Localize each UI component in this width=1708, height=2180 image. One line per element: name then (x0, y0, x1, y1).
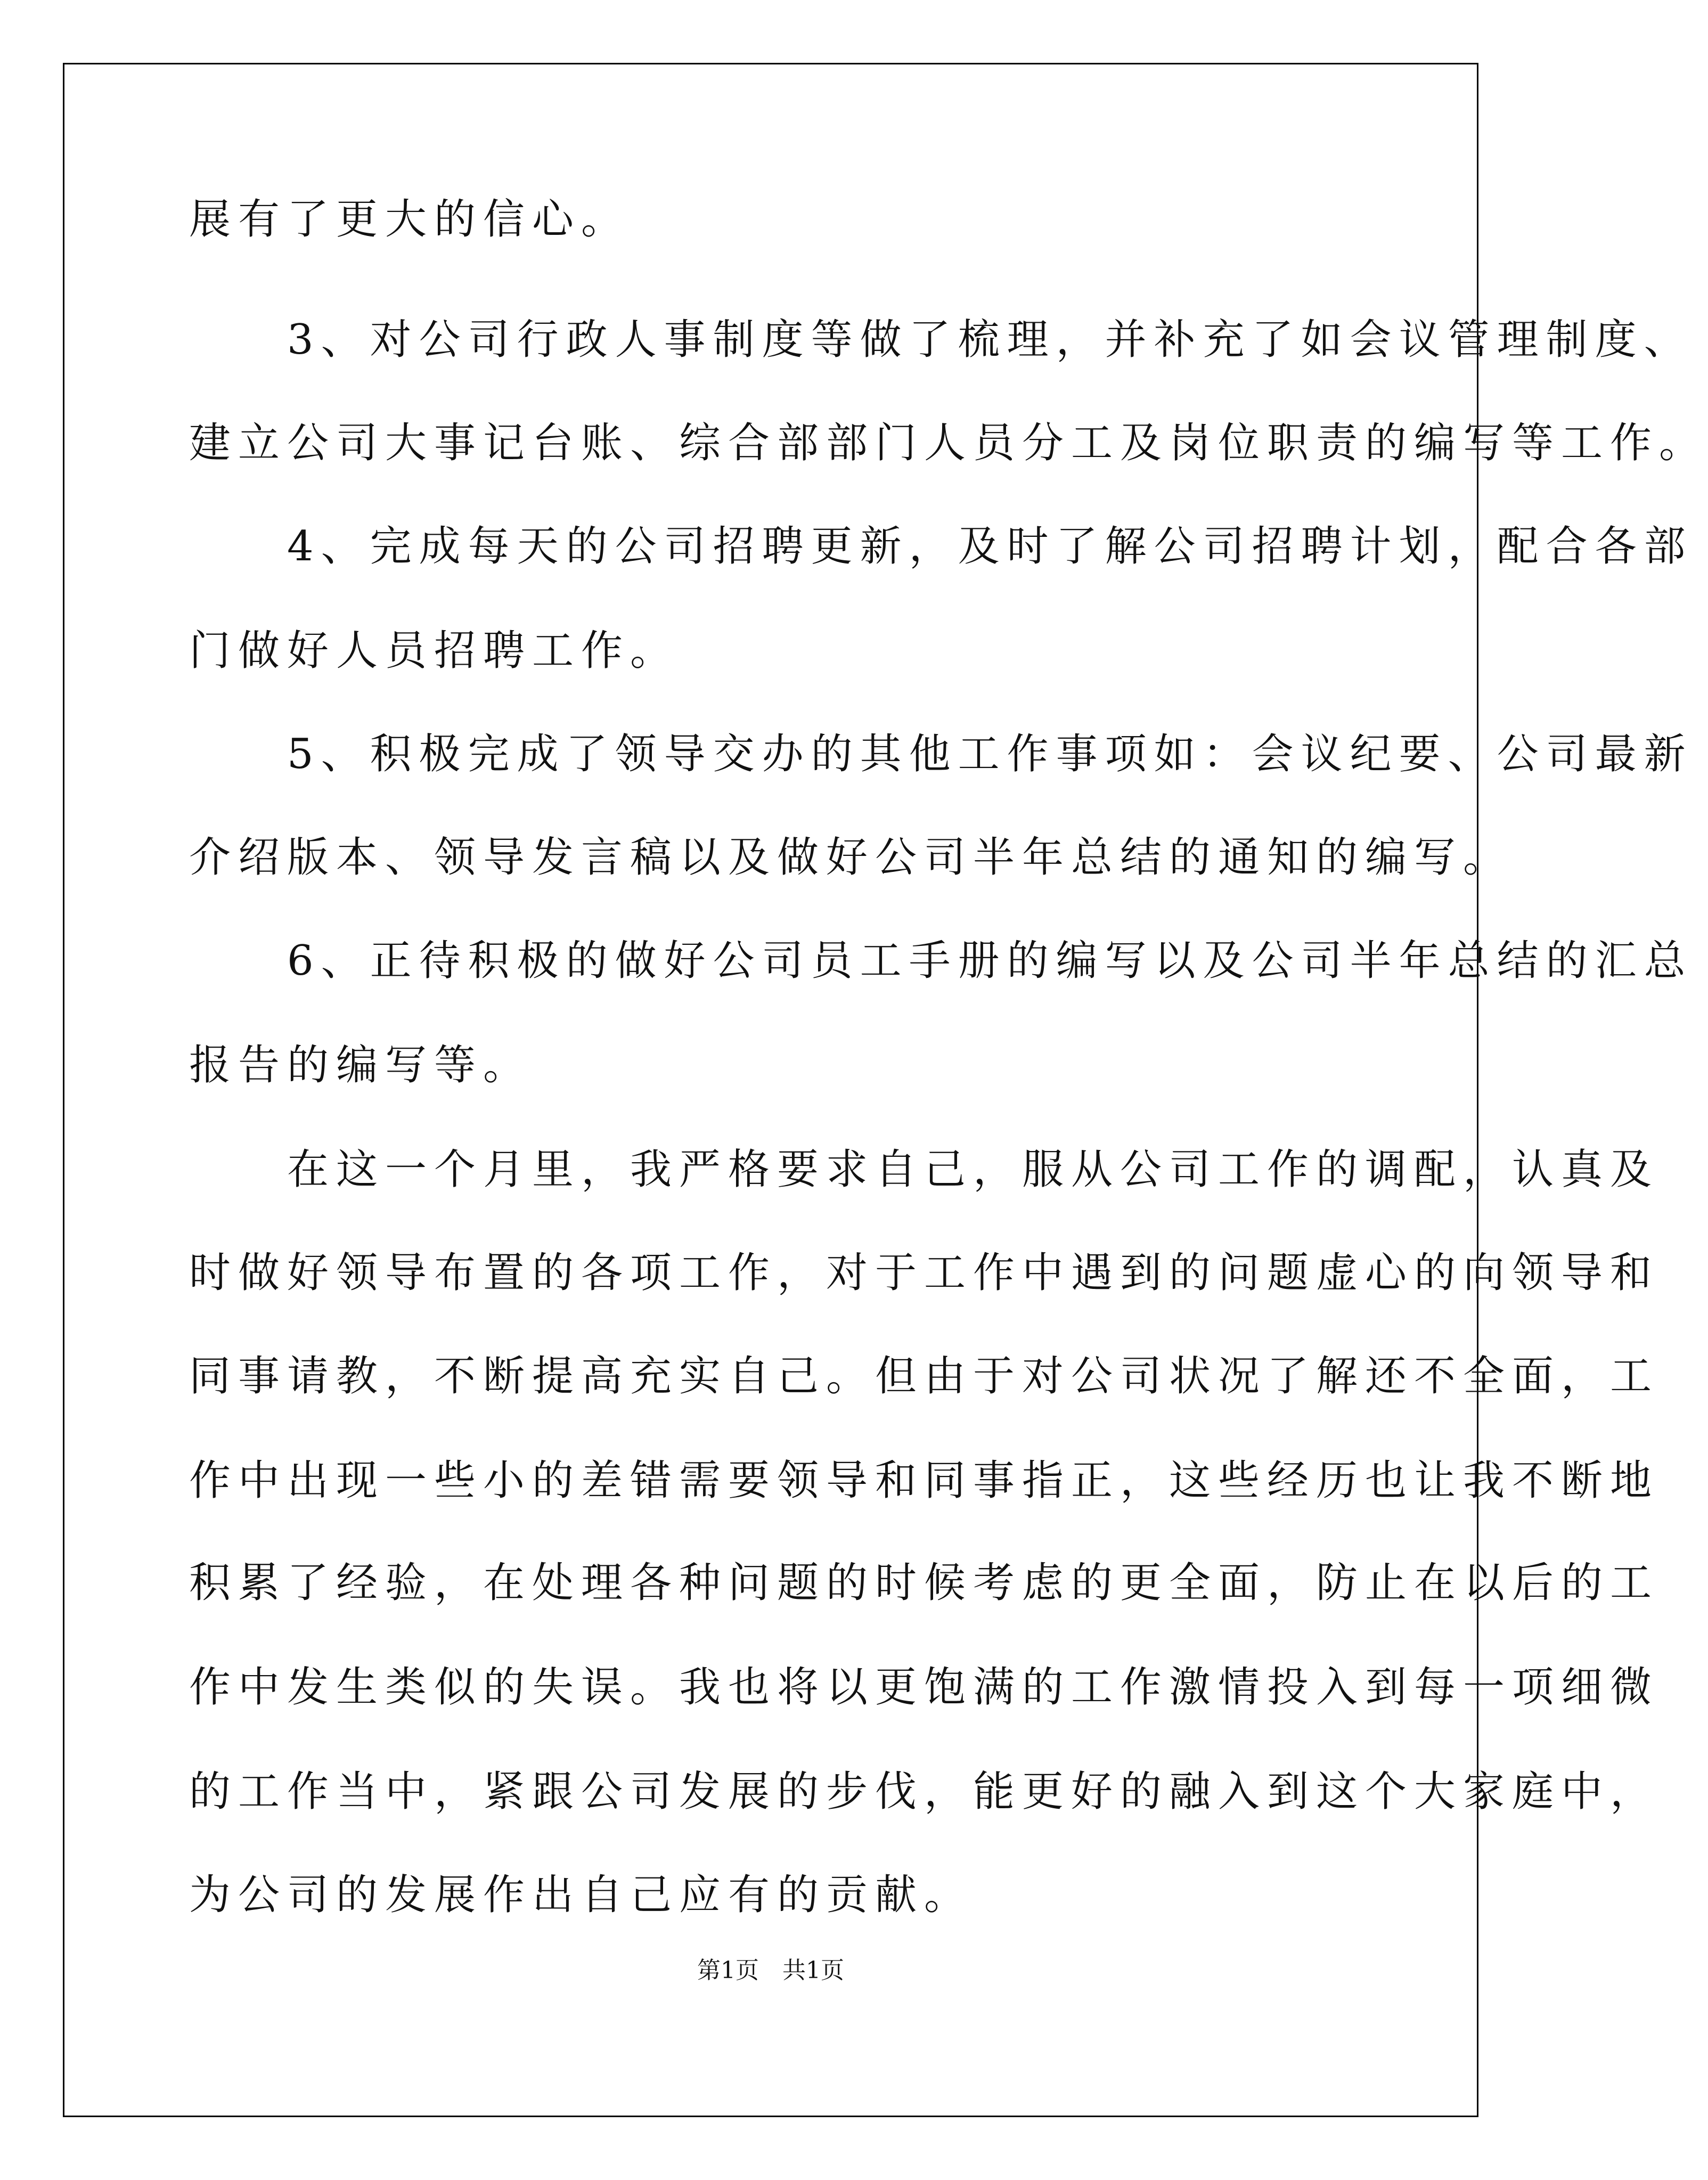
text-line: 作中发生类似的失误。我也将以更饱满的工作激情投入到每一项细微 (189, 1663, 1660, 1711)
text-line: 4、完成每天的公司招聘更新，及时了解公司招聘计划，配合各部 (189, 522, 1693, 570)
text-line: 同事请教，不断提高充实自己。但由于对公司状况了解还不全面，工 (189, 1352, 1660, 1400)
text-line: 3、对公司行政人事制度等做了梳理，并补充了如会议管理制度、 (189, 316, 1693, 364)
page-footer: 第1页 共1页 (697, 1957, 844, 1984)
text-line: 的工作当中，紧跟公司发展的步伐，能更好的融入到这个大家庭中， (189, 1768, 1660, 1816)
text-line: 报告的编写等。 (189, 1041, 533, 1089)
text-line: 6、正待积极的做好公司员工手册的编写以及公司半年总结的汇总 (189, 937, 1693, 985)
text-line: 介绍版本、领导发言稿以及做好公司半年总结的通知的编写。 (189, 834, 1513, 881)
text-line: 作中出现一些小的差错需要领导和同事指正，这些经历也让我不断地 (189, 1457, 1660, 1505)
text-line: 5、积极完成了领导交办的其他工作事项如：会议纪要、公司最新 (189, 730, 1693, 778)
text-line: 建立公司大事记台账、综合部部门人员分工及岗位职责的编写等工作。 (189, 419, 1708, 467)
text-line: 门做好人员招聘工作。 (189, 627, 680, 675)
text-line: 为公司的发展作出自己应有的贡献。 (189, 1871, 974, 1919)
text-line: 时做好领导布置的各项工作，对于工作中遇到的问题虚心的向领导和 (189, 1249, 1660, 1297)
text-line: 在这一个月里，我严格要求自己，服从公司工作的调配，认真及 (189, 1146, 1660, 1194)
text-line: 积累了经验，在处理各种问题的时候考虑的更全面，防止在以后的工 (189, 1559, 1660, 1607)
text-line: 展有了更大的信心。 (189, 195, 631, 243)
